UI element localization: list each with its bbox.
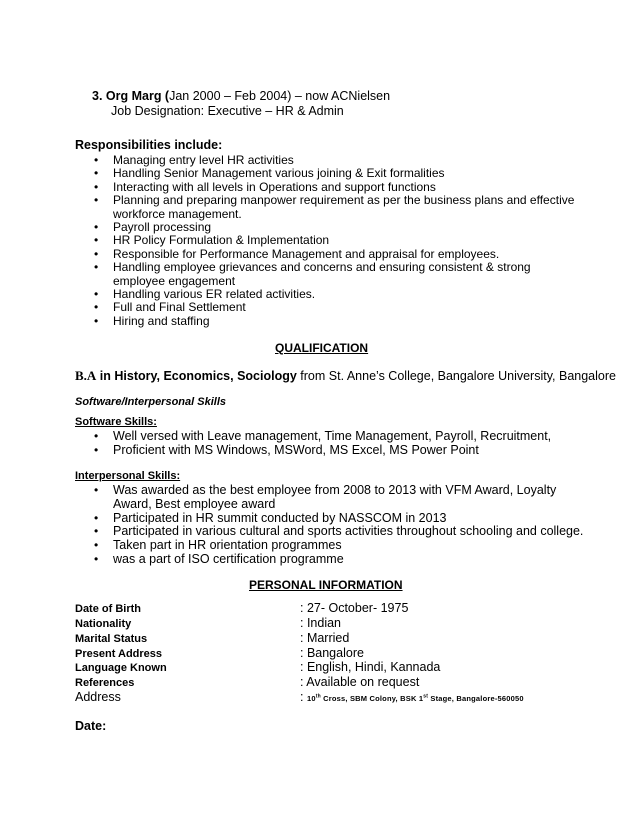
list-item: • Proficient with MS Windows, MSWord, MS Excel, MS Power Point — [94, 444, 584, 458]
list-item: • Interacting with all levels in Operations and support functions — [94, 181, 584, 194]
address-sup: th — [315, 693, 321, 700]
list-item: • Was awarded as the best employee from 2008 to 2013 with VFM Award, Loyalty Award, Best employee award — [94, 484, 584, 512]
date-label: Date: — [75, 719, 107, 733]
interpersonal-skills-list — [94, 484, 584, 567]
job-dates: Jan 2000 – Feb 2004) – now ACNielsen — [169, 89, 391, 103]
dob-label: Date of Birth — [75, 603, 141, 615]
address-text — [307, 694, 524, 703]
list-item: • Taken part in HR orientation programmes — [94, 539, 584, 553]
list-item: • Hiring and staffing — [94, 315, 584, 328]
job-number: 3. Org Marg ( — [92, 89, 170, 103]
list-item: • Handling various ER related activities. — [94, 288, 584, 301]
dob-value: : 27- October- 1975 — [300, 601, 409, 615]
address-sup: st — [423, 693, 429, 700]
list-item: • Participated in various cultural and sports activities throughout schooling and college. — [94, 525, 584, 539]
degree-institution: from St. Anne’s College, Bangalore University, Bangalore — [296, 369, 616, 383]
list-item: • Managing entry level HR activities — [94, 154, 584, 167]
qualification-line — [75, 368, 616, 384]
job-designation: Job Designation: Executive – HR & Admin — [111, 104, 344, 118]
responsibilities-list — [94, 154, 584, 328]
address-label: Address — [75, 690, 121, 704]
skills-heading: Software/Interpersonal Skills — [75, 396, 226, 408]
address-colon: : — [300, 690, 304, 704]
responsibilities-title: Responsibilities include: — [75, 138, 223, 152]
address-part: Stage, Bangalore-560050 — [428, 694, 524, 703]
degree-subjects: in History, Economics, Sociology — [96, 369, 297, 383]
marital-status-label: Marital Status — [75, 633, 148, 645]
list-item: • was a part of ISO certification programme — [94, 553, 584, 567]
list-item: • Planning and preparing manpower requirement as per the business plans and effective workforce management. — [94, 194, 584, 221]
present-address-value: : Bangalore — [300, 646, 364, 660]
list-item: • Participated in HR summit conducted by NASSCOM in 2013 — [94, 512, 584, 526]
marital-status-value: : Married — [300, 631, 350, 645]
references-value: : Available on request — [300, 675, 420, 689]
degree: B.A — [75, 368, 97, 383]
present-address-label: Present Address — [75, 648, 163, 660]
address-part: Cross, SBM Colony, BSK 1 — [320, 694, 424, 703]
list-item: • Full and Final Settlement — [94, 301, 584, 314]
software-skills-list — [94, 430, 584, 458]
list-item: • Responsible for Performance Management and appraisal for employees. — [94, 248, 584, 261]
list-item: • HR Policy Formulation & Implementation — [94, 234, 584, 247]
list-item: • Handling employee grievances and concerns and ensuring consistent & strong employee engagement — [94, 261, 584, 288]
personal-info-title: PERSONAL INFORMATION — [249, 578, 403, 592]
software-skills-title: Software Skills: — [75, 416, 157, 428]
language-value: : English, Hindi, Kannada — [300, 660, 441, 674]
list-item: • Payroll processing — [94, 221, 584, 234]
interpersonal-skills-title: Interpersonal Skills: — [75, 470, 181, 482]
address-value — [300, 690, 524, 704]
references-label: References — [75, 677, 135, 689]
nationality-label: Nationality — [75, 618, 132, 630]
qualification-title: QUALIFICATION — [275, 341, 369, 355]
language-label: Language Known — [75, 662, 167, 674]
list-item: • Well versed with Leave management, Time Management, Payroll, Recruitment, — [94, 430, 584, 444]
nationality-value: : Indian — [300, 616, 342, 630]
list-item: • Handling Senior Management various joining & Exit formalities — [94, 167, 584, 180]
address-part: 10 — [306, 694, 316, 703]
